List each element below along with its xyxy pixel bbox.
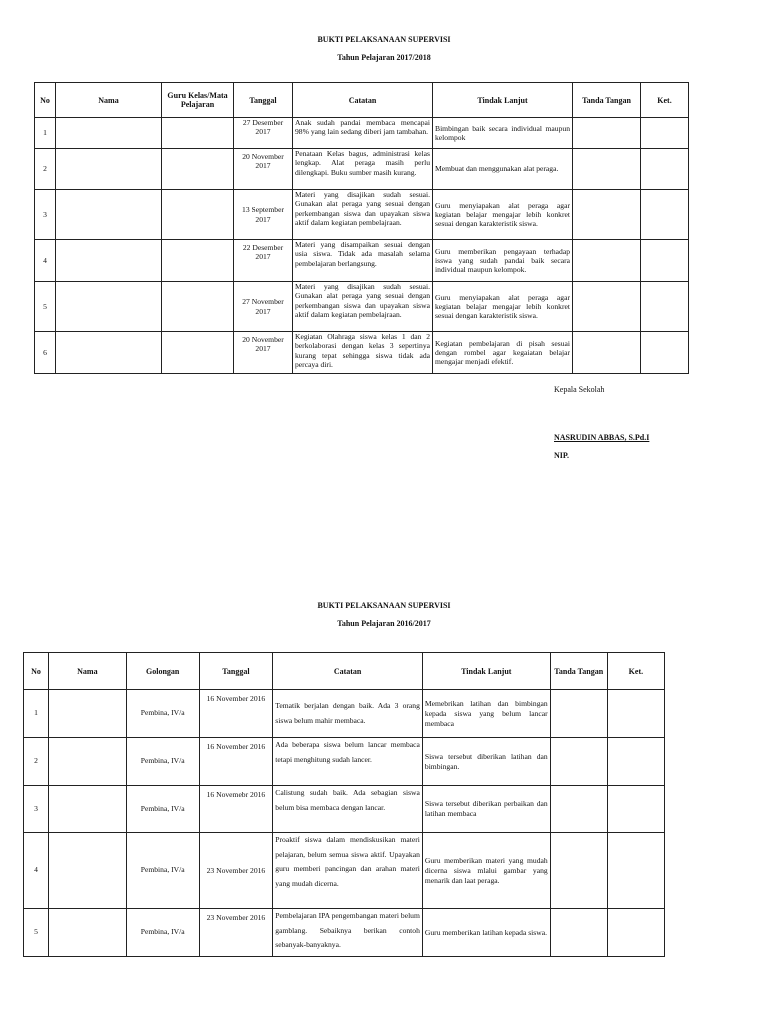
row-nama	[48, 690, 126, 738]
row-followup: Membuat dan menggunakan alat peraga.	[433, 149, 573, 190]
row-note: Ada beberapa siswa belum lancar membaca tetapi menghitung sudah lancer.	[273, 738, 423, 786]
table-row	[24, 909, 665, 957]
row-followup: Memebrikan latihan dan bimbingan kepada siswa yang belum lancar membaca	[422, 690, 550, 738]
supervision-table-2016	[23, 652, 665, 957]
row-followup: Siswa tersebut diberikan perbaikan dan latihan membaca	[422, 786, 550, 833]
row-ket	[607, 909, 664, 957]
table-row	[35, 118, 689, 149]
row-no: 4	[24, 833, 49, 909]
table-row	[35, 149, 689, 190]
header-guru: Guru Kelas/Mata Pelajaran	[162, 83, 234, 118]
row-guru	[162, 282, 234, 332]
row-ket	[641, 118, 689, 149]
row-ket	[641, 240, 689, 282]
table-row	[24, 738, 665, 786]
row-followup: Kegiatan pembelajaran di pisah sesuai dengan rombel agar kegaiatan belajar mengajar menjadi efektif.	[433, 332, 573, 374]
row-note: Materi yang disajikan sudah sesuai. Gunakan alat peraga yang sesuai dengan perkembangan siswa dan upayakan siswa aktif dalam kegiatan pembelajraan.	[293, 190, 433, 240]
row-ket	[607, 738, 664, 786]
row-no: 5	[24, 909, 49, 957]
row-followup: Guru memberikan materi yang mudah dicerna siswa mlalui gambar yang menarik dan laat peraga.	[422, 833, 550, 909]
row-followup: Guru memberikan latihan kepada siswa.	[422, 909, 550, 957]
header-no: No	[24, 653, 49, 690]
row-signature	[573, 149, 641, 190]
row-no: 2	[24, 738, 49, 786]
row-date: 16 November 2016	[199, 690, 273, 738]
row-guru	[162, 240, 234, 282]
header-tanggal: Tanggal	[199, 653, 273, 690]
row-followup: Bimbingan baik secara individual maupun kelompok	[433, 118, 573, 149]
row-nama	[56, 118, 162, 149]
table-row	[35, 332, 689, 374]
header-tanda-tangan: Tanda Tangan	[550, 653, 607, 690]
row-signature	[550, 690, 607, 738]
header-nama: Nama	[48, 653, 126, 690]
row-golongan: Pembina, IV/a	[126, 786, 199, 833]
row-nama	[56, 332, 162, 374]
table-row	[35, 190, 689, 240]
row-no: 6	[35, 332, 56, 374]
row-nama	[56, 240, 162, 282]
row-signature	[573, 332, 641, 374]
row-golongan: Pembina, IV/a	[126, 909, 199, 957]
row-guru	[162, 149, 234, 190]
table-row	[35, 240, 689, 282]
principal-name: NASRUDIN ABBAS, S.Pd.I	[554, 433, 650, 442]
row-ket	[607, 833, 664, 909]
row-nama	[48, 833, 126, 909]
row-followup: Guru menyiapakan alat peraga agar kegiatan belajar mengajar lebih konkret sesuai dengan karakteristik siswa.	[433, 282, 573, 332]
row-golongan: Pembina, IV/a	[126, 738, 199, 786]
row-note: Penataan Kelas bagus, administrasi kelas lengkap. Alat peraga masih perlu dilengkapi. Buku sumber masih kurang.	[293, 149, 433, 190]
row-note: Proaktif siswa dalam mendiskusikan materi pelajaran, belum semua siswa aktif. Upayakan guru memberi pancingan dan arahan materi yang mudah dicerna.	[273, 833, 423, 909]
doc2-year: Tahun Pelajaran 2016/2017	[337, 619, 431, 628]
principal-role: Kepala Sekolah	[554, 385, 605, 394]
doc1-year: Tahun Pelajaran 2017/2018	[337, 53, 431, 62]
row-date: 27 November 2017	[234, 282, 293, 332]
row-golongan: Pembina, IV/a	[126, 833, 199, 909]
row-ket	[641, 190, 689, 240]
row-signature	[573, 282, 641, 332]
row-golongan: Pembina, IV/a	[126, 690, 199, 738]
header-ket: Ket.	[641, 83, 689, 118]
row-nama	[48, 909, 126, 957]
doc1-title: BUKTI PELAKSANAAN SUPERVISI	[317, 35, 451, 44]
row-followup: Siswa tersebut diberikan latihan dan bimbingan.	[422, 738, 550, 786]
row-no: 4	[35, 240, 56, 282]
row-guru	[162, 332, 234, 374]
row-nama	[56, 282, 162, 332]
header-catatan: Catatan	[273, 653, 423, 690]
row-ket	[641, 282, 689, 332]
row-date: 20 November 2017	[234, 149, 293, 190]
table-row	[24, 786, 665, 833]
row-no: 3	[24, 786, 49, 833]
header-tindak-lanjut: Tindak Lanjut	[422, 653, 550, 690]
row-date: 27 Desember 2017	[234, 118, 293, 149]
row-signature	[573, 240, 641, 282]
row-note: Anak sudah pandai membaca mencapai 98% yang lain sedang diberi jam tambahan.	[293, 118, 433, 149]
row-guru	[162, 118, 234, 149]
row-ket	[641, 149, 689, 190]
row-nama	[48, 738, 126, 786]
row-date: 16 Novemebr 2016	[199, 786, 273, 833]
row-ket	[607, 786, 664, 833]
row-note: Calistung sudah baik. Ada sebagian siswa belum bisa membaca dengan lancar.	[273, 786, 423, 833]
principal-nip: NIP.	[554, 451, 570, 460]
row-signature	[550, 786, 607, 833]
row-nama	[56, 149, 162, 190]
row-nama	[56, 190, 162, 240]
row-nama	[48, 786, 126, 833]
row-date: 23 November 2016	[199, 833, 273, 909]
doc2-title: BUKTI PELAKSANAAN SUPERVISI	[317, 601, 451, 610]
row-note: Materi yang disampaikan sesuai dengan usia siswa. Tidak ada masalah selama pembelajaran berlangsung.	[293, 240, 433, 282]
row-followup: Guru menyiapakan alat peraga agar kegiatan belajar mengajar lebih konkret sesuai dengan karakteristik siswa.	[433, 190, 573, 240]
row-date: 20 November 2017	[234, 332, 293, 374]
row-ket	[607, 690, 664, 738]
header-tindak-lanjut: Tindak Lanjut	[433, 83, 573, 118]
row-signature	[550, 738, 607, 786]
row-ket	[641, 332, 689, 374]
row-followup: Guru memberikan pengayaan terhadap isswa yang sudah pandai baik secara individual maupun kelompok.	[433, 240, 573, 282]
row-signature	[550, 833, 607, 909]
table-row	[35, 282, 689, 332]
header-tanggal: Tanggal	[234, 83, 293, 118]
row-guru	[162, 190, 234, 240]
header-ket: Ket.	[607, 653, 664, 690]
row-signature	[573, 190, 641, 240]
header-catatan: Catatan	[293, 83, 433, 118]
row-no: 5	[35, 282, 56, 332]
row-date: 23 November 2016	[199, 909, 273, 957]
header-nama: Nama	[56, 83, 162, 118]
row-no: 1	[24, 690, 49, 738]
row-no: 3	[35, 190, 56, 240]
header-no: No	[35, 83, 56, 118]
row-signature	[573, 118, 641, 149]
row-signature	[550, 909, 607, 957]
table-row	[24, 690, 665, 738]
row-note: Tematik berjalan dengan baik. Ada 3 orang siswa belum mahir membaca.	[273, 690, 423, 738]
table-row	[24, 833, 665, 909]
row-no: 1	[35, 118, 56, 149]
row-no: 2	[35, 149, 56, 190]
row-note: Materi yang disajikan sudah sesuai. Gunakan alat peraga yang sesuai dengan perkembangan siswa dan upayakan siswa aktif dalam kegiatan pembelajraan.	[293, 282, 433, 332]
row-date: 16 November 2016	[199, 738, 273, 786]
row-note: Pembelajaran IPA pengembangan materi belum gamblang. Sebaiknya berikan contoh sebanyak-banyaknya.	[273, 909, 423, 957]
header-golongan: Golongan	[126, 653, 199, 690]
header-tanda-tangan: Tanda Tangan	[573, 83, 641, 118]
row-date: 13 September 2017	[234, 190, 293, 240]
supervision-table-2017	[34, 82, 689, 374]
row-note: Kegiatan Olahraga siswa kelas 1 dan 2 berkolaborasi dengan kelas 3 sepertinya kurang tepat sehingga siswa tidak ada percaya diri.	[293, 332, 433, 374]
row-date: 22 Desember 2017	[234, 240, 293, 282]
